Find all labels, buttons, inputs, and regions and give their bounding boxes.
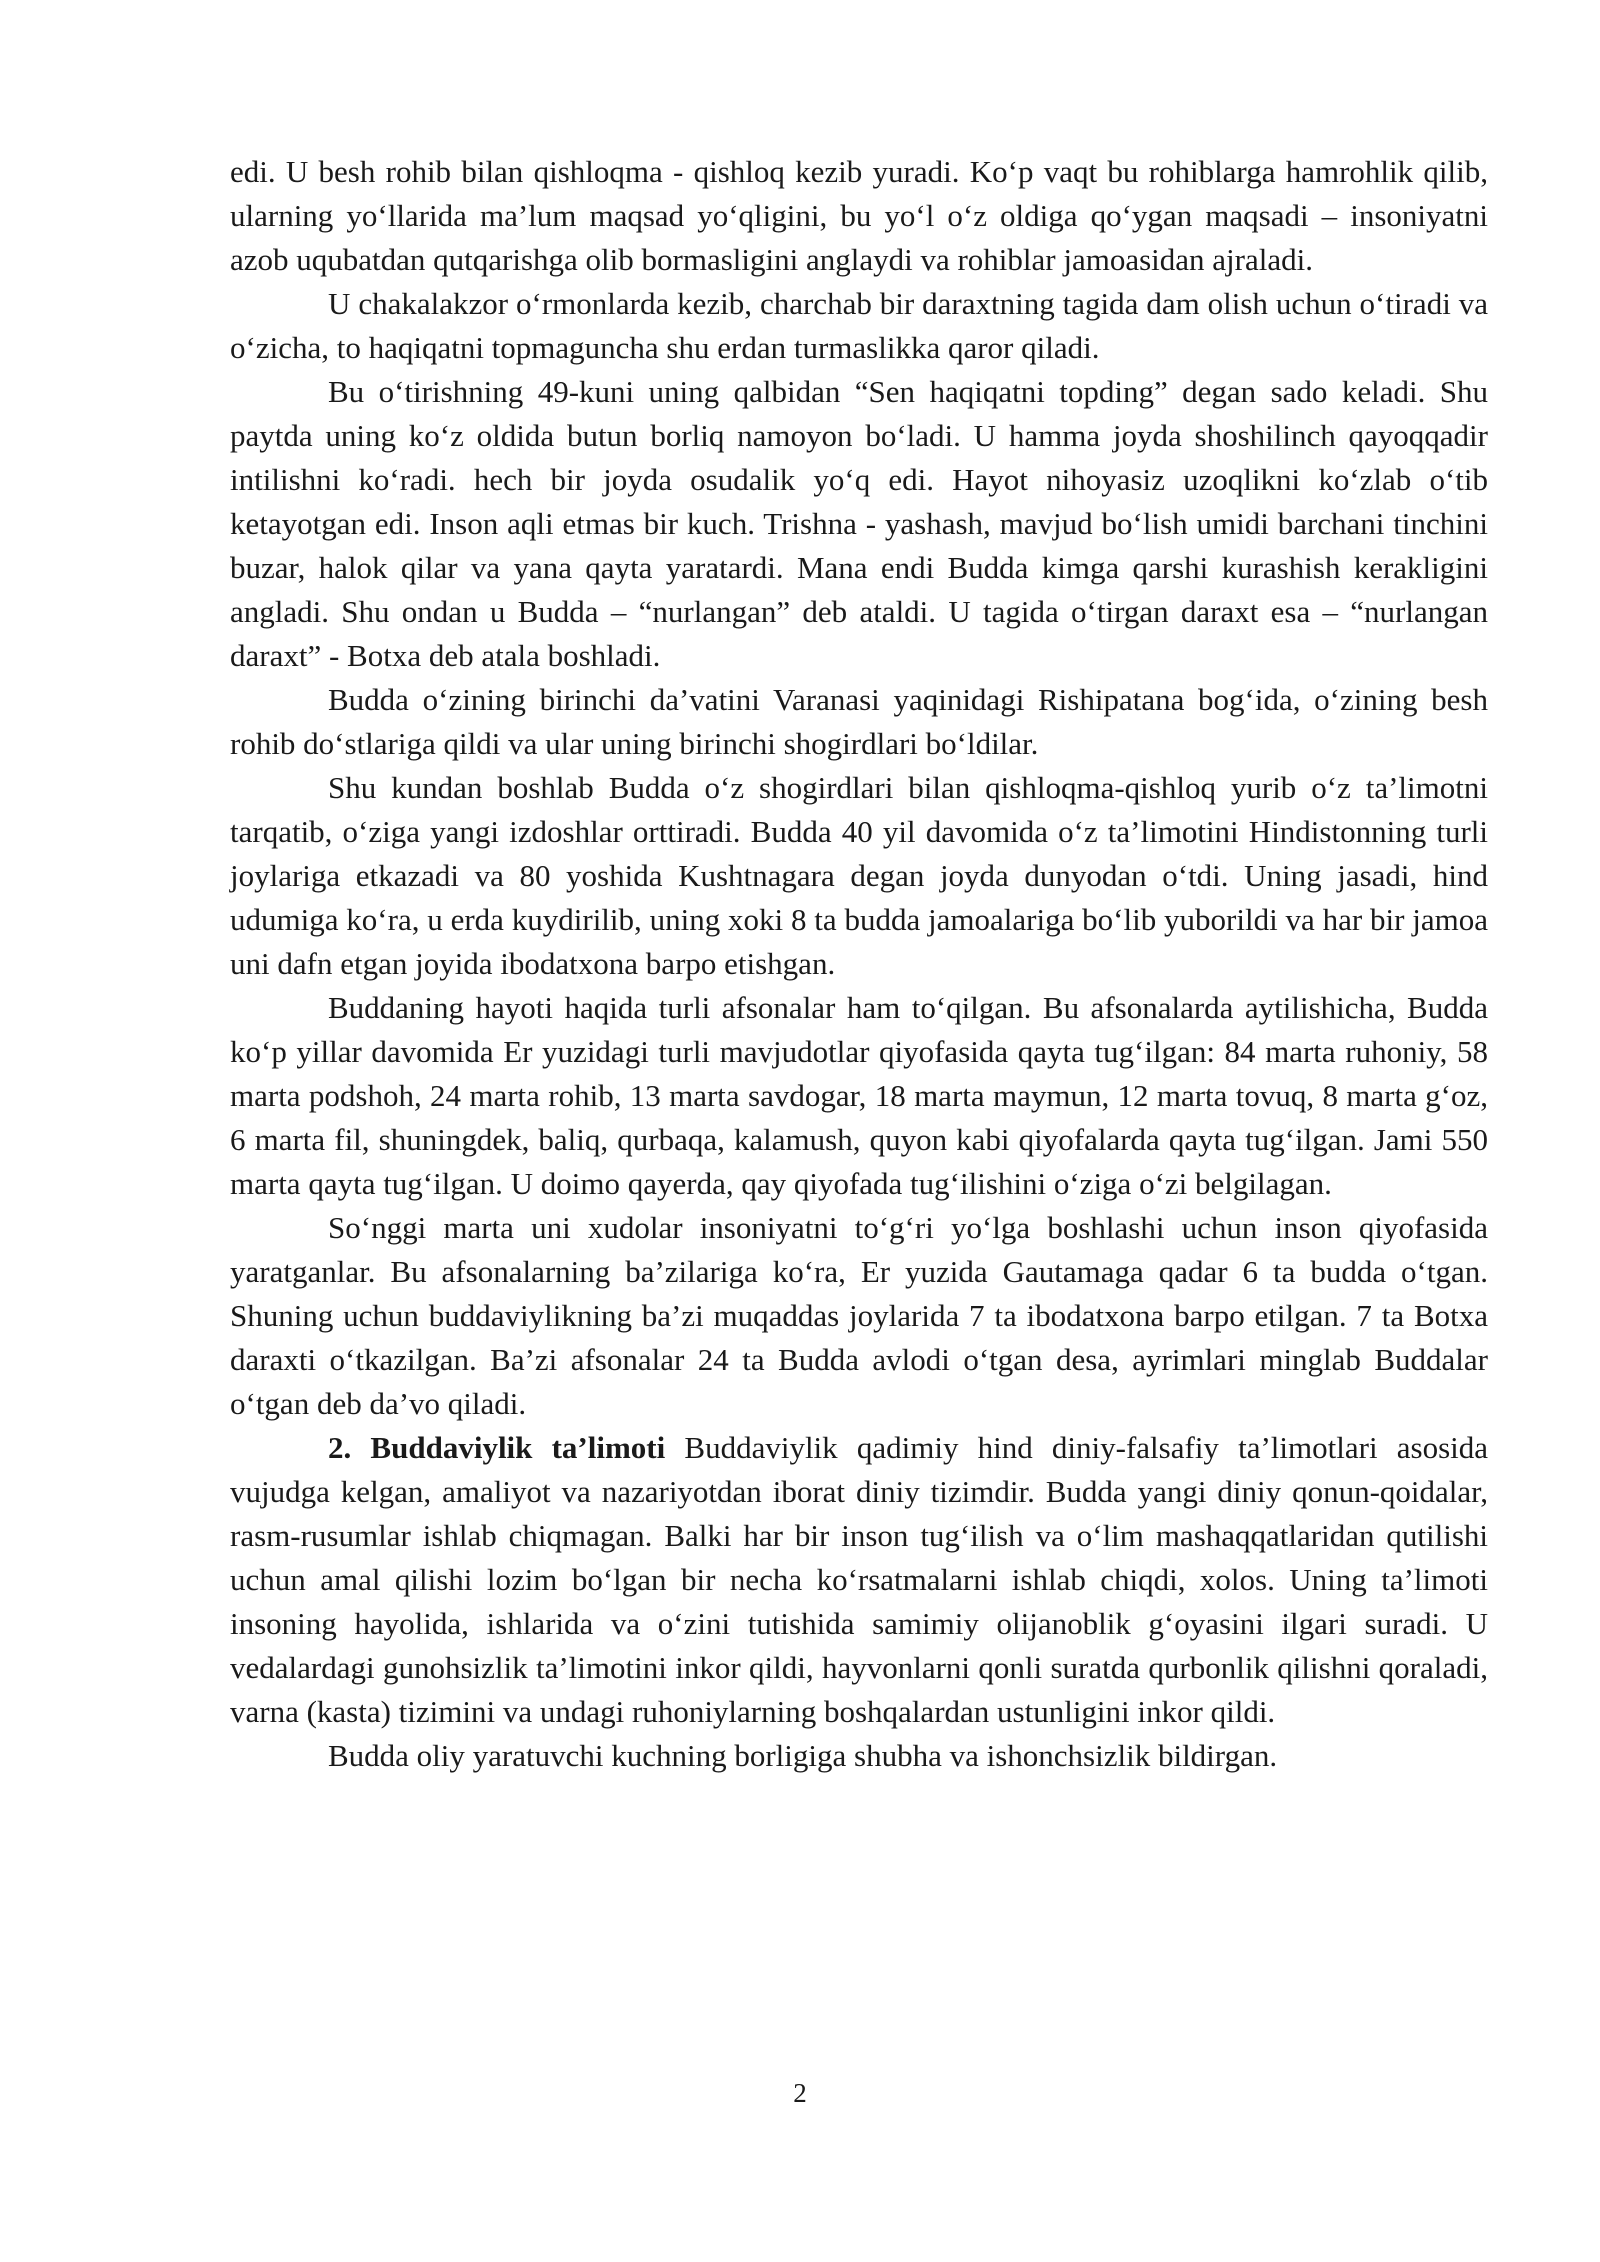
paragraph-8-body: Buddaviylik qadimiy hind diniy-falsafiy ta’limotlari asosida vujudga kelgan, amaliyot va nazariyotdan iborat diniy tizimdir. Budda yangi diniy qonun-qoidalar, rasm-rusumlar ishlab chiqmagan. Balki har bir inson tug‘ilish va o‘lim mashaqqatlaridan qutilishi uchun amal qilishi lozim bo‘lgan bir necha ko‘rsatmalarni ishlab chiqdi, xolos. Uning ta’limoti insoning hayolida, ishlarida va o‘zini tutishida samimiy olijanoblik g‘oyasini ilgari suradi. U vedalardagi gunohsizlik ta’limotini inkor qildi, hayvonlarni qonli suratda qurbonlik qilishni qoraladi, varna (kasta) tizimini va undagi ruhoniylarning boshqalardan ustunligini inkor qildi. bbox=[230, 1430, 1488, 1729]
paragraph-6: Buddaning hayoti haqida turli afsonalar ham to‘qilgan. Bu afsonalarda aytilishicha, Budda ko‘p yillar davomida Er yuzidagi turli mavjudotlar qiyofasida qayta tug‘ilgan: 84 marta ruhoniy, 58 marta podshoh, 24 marta rohib, 13 marta savdogar, 18 marta maymun, 12 marta tovuq, 8 marta g‘oz, 6 marta fil, shuningdek, baliq, qurbaqa, kalamush, quyon kabi qiyofalarda qayta tug‘ilgan. Jami 550 marta qayta tug‘ilgan. U doimo qayerda, qay qiyofada tug‘ilishini o‘ziga o‘zi belgilagan. bbox=[230, 990, 1488, 1201]
paragraph-4: Budda o‘zining birinchi da’vatini Varanasi yaqinidagi Rishipatana bog‘ida, o‘zining besh rohib do‘stlariga qildi va ular uning birinchi shogirdlari bo‘ldilar. bbox=[230, 682, 1488, 761]
document-page bbox=[230, 150, 1488, 1778]
section-heading: 2. Buddaviylik ta’limoti bbox=[328, 1430, 666, 1465]
paragraph-8 bbox=[230, 1426, 1488, 1734]
page-number: 2 bbox=[793, 2078, 807, 2108]
paragraph-9: Budda oliy yaratuvchi kuchning borligiga shubha va ishonchsizlik bildirgan. bbox=[328, 1738, 1278, 1773]
paragraph-7: So‘nggi marta uni xudolar insoniyatni to‘g‘ri yo‘lga boshlashi uchun inson qiyofasida yaratganlar. Bu afsonalarning ba’zilariga ko‘ra, Er yuzida Gautamaga qadar 6 ta budda o‘tgan. Shuning uchun buddaviylikning ba’zi muqaddas joylarida 7 ta ibodatxona barpo etilgan. 7 ta Botxa daraxti o‘tkazilgan. Ba’zi afsonalar 24 ta Budda avlodi o‘tgan desa, ayrimlari minglab Buddalar o‘tgan deb da’vo qiladi. bbox=[230, 1210, 1488, 1421]
paragraph-3: Bu o‘tirishning 49-kuni uning qalbidan “Sen haqiqatni topding” degan sado keladi. Shu paytda uning ko‘z oldida butun borliq namoyon bo‘ladi. U hamma joyda shoshilinch qayoqqadir intilishni ko‘radi. hech bir joyda osudalik yo‘q edi. Hayot nihoyasiz uzoqlikni ko‘zlab o‘tib ketayotgan edi. Inson aqli etmas bir kuch. Trishna - yashash, mavjud bo‘lish umidi barchani tinchini buzar, halok qilar va yana qayta yaratardi. Mana endi Budda kimga qarshi kurashish kerakligini angladi. Shu ondan u Budda – “nurlangan” deb ataldi. U tagida o‘tirgan daraxt esa – “nurlangan daraxt” - Botxa deb atala boshladi. bbox=[230, 374, 1488, 673]
paragraph-5: Shu kundan boshlab Budda o‘z shogirdlari bilan qishloqma-qishloq yurib o‘z ta’limotni tarqatib, o‘ziga yangi izdoshlar orttiradi. Budda 40 yil davomida o‘z ta’limotini Hindistonning turli joylariga etkazadi va 80 yoshida Kushtnagara degan joyda dunyodan o‘tdi. Uning jasadi, hind udumiga ko‘ra, u erda kuydirilib, uning xoki 8 ta budda jamoalariga bo‘lib yuborildi va har bir jamoa uni dafn etgan joyida ibodatxona barpo etishgan. bbox=[230, 770, 1488, 981]
paragraph-2: U chakalakzor o‘rmonlarda kezib, charchab bir daraxtning tagida dam olish uchun o‘tiradi va o‘zicha, to haqiqatni topmaguncha shu erdan turmaslikka qaror qiladi. bbox=[230, 286, 1488, 365]
paragraph-1: edi. U besh rohib bilan qishloqma - qishloq kezib yuradi. Ko‘p vaqt bu rohiblarga hamrohlik qilib, ularning yo‘llarida ma’lum maqsad yo‘qligini, bu yo‘l o‘z oldiga qo‘ygan maqsadi – insoniyatni azob uqubatdan qutqarishga olib bormasligini anglaydi va rohiblar jamoasidan ajraladi. bbox=[230, 154, 1488, 277]
